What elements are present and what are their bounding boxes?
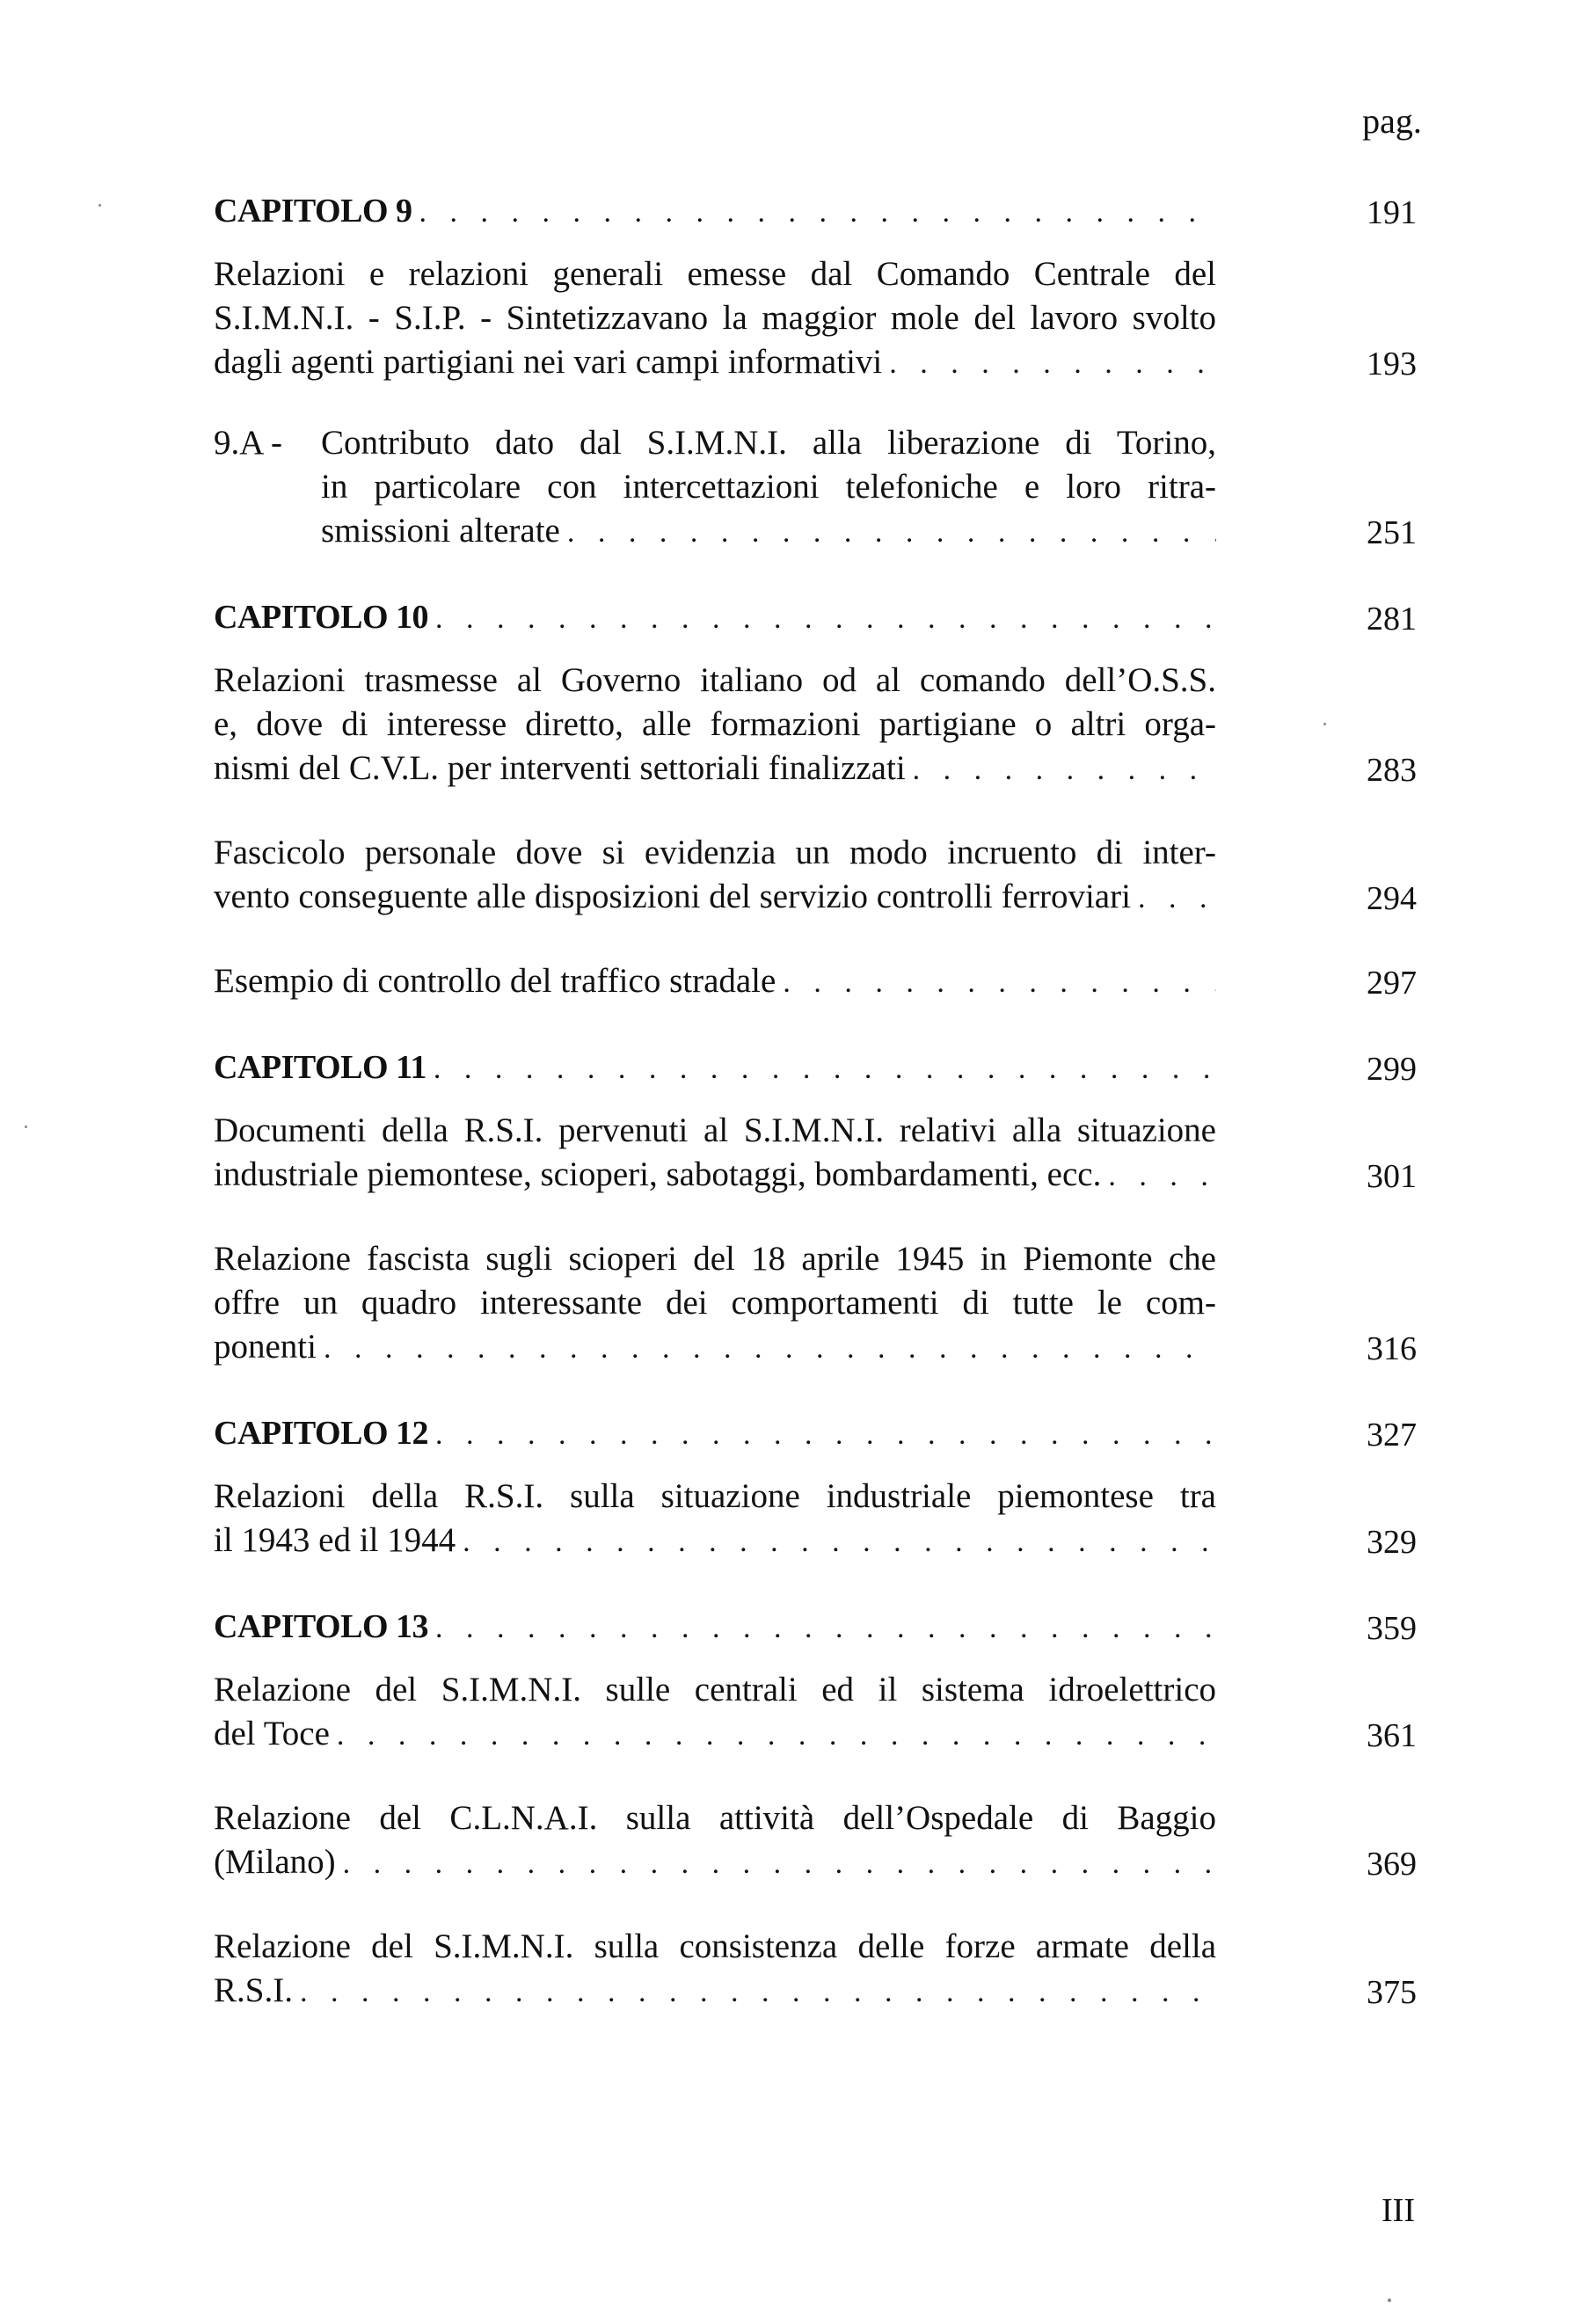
chapter-heading — [214, 189, 1418, 235]
toc-entry — [214, 1475, 1418, 1564]
page-number: 251 — [1367, 514, 1417, 551]
entry-line: dagli agenti partigiani nei vari campi informativi — [214, 343, 883, 381]
page-number: 369 — [1367, 1846, 1417, 1883]
dot-leader — [913, 748, 1216, 792]
chapter-9 — [214, 189, 1418, 555]
dot-leader — [300, 1971, 1216, 2014]
entry-line: smissioni alterate — [321, 512, 560, 550]
entry-line: Documenti della R.S.I. pervenuti al S.I.M.N.I. relativi alla situazione — [214, 1111, 1216, 1149]
chapter-heading — [214, 1605, 1418, 1650]
entry-line: Esempio di controllo del traffico stradale — [214, 962, 776, 1000]
dot-leader — [419, 191, 1216, 235]
dot-leader — [1108, 1155, 1216, 1198]
chapter-heading — [214, 1045, 1418, 1091]
chapter-title: CAPITOLO 13 — [214, 1608, 429, 1645]
page-number: 281 — [1367, 601, 1417, 637]
toc-sub-entry — [214, 421, 1418, 555]
toc-entry — [214, 1237, 1418, 1371]
toc-entry — [214, 252, 1418, 386]
entry-line: Contributo dato dal S.I.M.N.I. alla liberazione di Torino, — [321, 424, 1216, 462]
dot-leader — [337, 1714, 1216, 1758]
dot-leader — [463, 1520, 1216, 1564]
entry-line: del Toce — [214, 1715, 330, 1752]
table-of-contents — [214, 189, 1418, 2014]
sub-entry-number: 9.A - — [214, 424, 282, 462]
chapter-title: CAPITOLO 10 — [214, 599, 429, 636]
entry-line: Relazione del C.L.N.A.I. sulla attività dell’Ospedale di Baggio — [214, 1799, 1216, 1837]
chapter-title: CAPITOLO 12 — [214, 1415, 429, 1452]
page-folio: III — [1382, 2192, 1415, 2229]
page-number: 361 — [1367, 1717, 1417, 1754]
entry-line: nismi del C.V.L. per interventi settoriali finalizzati — [214, 749, 906, 787]
dot-leader — [435, 597, 1216, 641]
page-number: 375 — [1367, 1974, 1417, 2011]
entry-line: Relazioni della R.S.I. sulla situazione industriale piemontese tra — [214, 1477, 1216, 1515]
dot-leader — [1138, 877, 1216, 921]
dot-leader — [434, 1047, 1216, 1091]
toc-entry — [214, 1796, 1418, 1886]
page-number: 193 — [1367, 346, 1417, 382]
entry-line: vento conseguente alle disposizioni del servizio controlli ferroviari — [214, 878, 1131, 915]
dot-leader — [343, 1842, 1216, 1886]
dot-leader — [783, 961, 1216, 1005]
page-number: 294 — [1367, 880, 1417, 917]
dot-leader — [567, 511, 1216, 555]
entry-line: Relazione del S.I.M.N.I. sulla consistenza delle forze armate della — [214, 1927, 1216, 1965]
entry-line: Relazione fascista sugli scioperi del 18 aprile 1945 in Piemonte che — [214, 1240, 1216, 1278]
dot-leader — [435, 1606, 1216, 1650]
entry-line: Relazioni trasmesse al Governo italiano od al comando dell’O.S.S. — [214, 661, 1216, 699]
page-number: 299 — [1367, 1051, 1417, 1088]
entry-line: (Milano) — [214, 1843, 336, 1881]
chapter-10 — [214, 595, 1418, 1005]
page-number: 297 — [1367, 965, 1417, 1002]
dot-leader — [324, 1327, 1216, 1371]
entry-line: Relazioni e relazioni generali emesse dal Comando Centrale del — [214, 255, 1216, 293]
entry-line: il 1943 ed il 1944 — [214, 1521, 456, 1559]
entry-line: S.I.M.N.I. - S.I.P. - Sintetizzavano la maggior mole del lavoro svolto — [214, 299, 1216, 337]
toc-entry — [214, 1109, 1418, 1198]
page-number: 316 — [1367, 1330, 1417, 1367]
page-number: 327 — [1367, 1417, 1417, 1453]
page-number: 191 — [1367, 194, 1417, 231]
toc-entry — [214, 1925, 1418, 2014]
page-number: 359 — [1367, 1610, 1417, 1647]
toc-entry — [214, 659, 1418, 792]
page-number: 283 — [1367, 752, 1417, 789]
chapter-12 — [214, 1411, 1418, 1564]
chapter-heading — [214, 595, 1418, 641]
toc-entry — [214, 831, 1418, 921]
chapter-title: CAPITOLO 9 — [214, 193, 412, 229]
toc-entry — [214, 1668, 1418, 1758]
entry-line: ponenti — [214, 1328, 317, 1366]
entry-line: in particolare con intercettazioni telefoniche e loro ritra- — [321, 468, 1216, 506]
page-number: 329 — [1367, 1524, 1417, 1561]
chapter-heading — [214, 1411, 1418, 1457]
page-column-label: pag. — [1362, 101, 1422, 141]
entry-line: R.S.I. — [214, 1971, 293, 2009]
page-number: 301 — [1367, 1158, 1417, 1195]
entry-line: industriale piemontese, scioperi, sabotaggi, bombardamenti, ecc. — [214, 1155, 1102, 1193]
entry-line: e, dove di interesse diretto, alle formazioni partigiane o altri orga- — [214, 705, 1216, 743]
dot-leader — [889, 342, 1216, 386]
toc-entry — [214, 959, 1418, 1005]
entry-line: Relazione del S.I.M.N.I. sulle centrali ed il sistema idroelettrico — [214, 1671, 1216, 1708]
entry-line: Fascicolo personale dove si evidenzia un modo incruento di inter- — [214, 834, 1216, 871]
dot-leader — [435, 1413, 1216, 1457]
chapter-11 — [214, 1045, 1418, 1371]
chapter-13 — [214, 1605, 1418, 2014]
chapter-title: CAPITOLO 11 — [214, 1049, 426, 1086]
entry-line: offre un quadro interessante dei comportamenti di tutte le com- — [214, 1284, 1216, 1322]
